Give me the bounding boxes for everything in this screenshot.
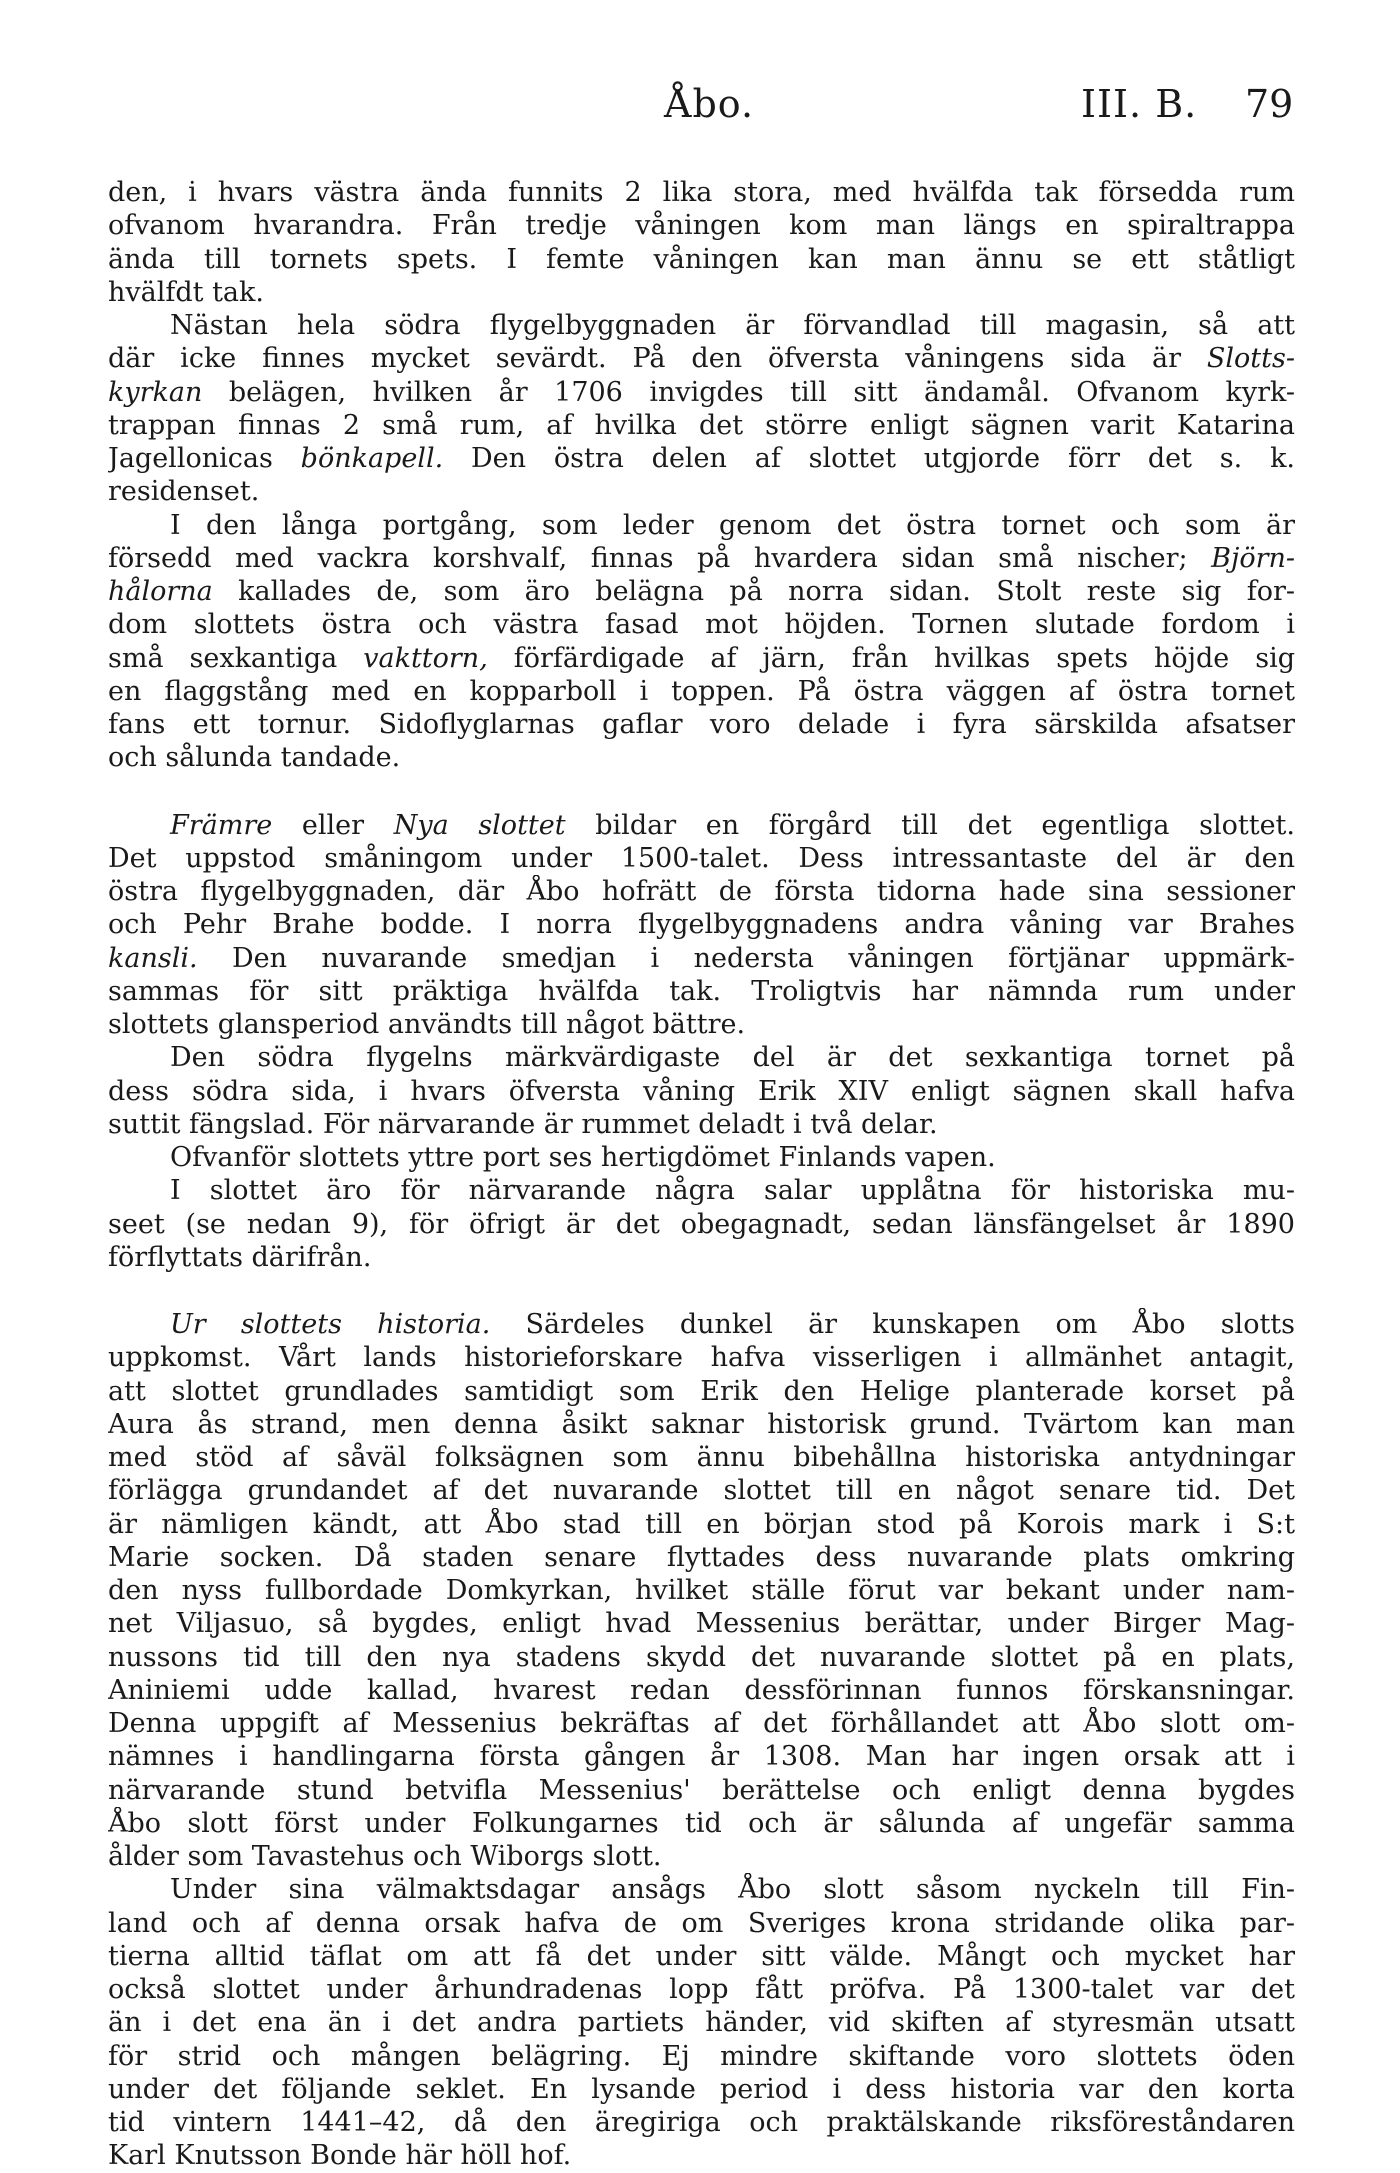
text-run: net Viljasuo, så bygdes, enligt hvad Messenius berättar, under Birger Mag- — [108, 1608, 1295, 1640]
text-line — [108, 1807, 1295, 1840]
text-line — [108, 1408, 1295, 1441]
italic-term: hålorna — [108, 576, 213, 607]
text-line — [108, 1308, 1295, 1341]
text-run: tierna alltid täflat om att få det under sitt välde. Mångt och mycket har — [108, 1940, 1295, 1972]
text-run: ålder som Tavastehus och Wiborgs slott. — [108, 1841, 662, 1872]
text-run: Denna uppgift af Messenius bekräftas af det förhållandet att Åbo slott om- — [108, 1708, 1295, 1739]
text-line — [108, 1075, 1295, 1108]
text-run: I slottet äro för närvarande några salar upplåtna för historiska mu- — [170, 1175, 1295, 1207]
italic-term: bönkapell. — [300, 443, 444, 474]
text-line — [108, 1541, 1295, 1574]
text-run: Åbo slott först under Folkungarnes tid och är sålunda af ungefär samma — [108, 1807, 1295, 1839]
text-line — [108, 1008, 1295, 1041]
text-run: land och af denna orsak hafva de om Sveriges krona stridande olika par- — [108, 1907, 1295, 1939]
paragraph — [108, 1141, 1295, 1174]
text-run: och sålunda tandade. — [108, 742, 401, 774]
paragraph — [108, 176, 1295, 309]
text-line — [108, 309, 1295, 342]
text-run: kallades de, som äro belägna på norra sidan. Stolt reste sig for- — [212, 576, 1295, 607]
text-run: ofvanom hvarandra. Från tredje våningen kom man längs en spiraltrappa — [108, 210, 1295, 242]
text-line — [108, 276, 1295, 309]
italic-term: Främre — [170, 809, 273, 841]
text-run: uppkomst. Vårt lands historieforskare hafva visserligen i allmänhet antagit, — [108, 1342, 1295, 1374]
text-run: Marie socken. Då staden senare flyttades dess nuvarande plats omkring — [108, 1541, 1295, 1573]
text-line — [108, 475, 1295, 508]
text-line — [108, 575, 1295, 608]
text-line — [108, 908, 1295, 941]
text-line — [108, 2106, 1295, 2139]
text-line — [108, 675, 1295, 708]
text-line — [108, 1108, 1295, 1141]
text-run: dess södra sida, i hvars öfversta våning Erik XIV enligt sägnen skall hafva — [108, 1075, 1295, 1107]
text-run: nämnes i handlingarna första gången år 1308. Man har ingen orsak att i — [108, 1741, 1295, 1773]
body-text — [108, 176, 1295, 2173]
text-run: än i det ena än i det andra partiets händer, vid skiften af styresmän utsatt — [108, 2007, 1295, 2039]
text-run: slottets glansperiod användts till något bättre. — [108, 1009, 746, 1040]
text-line — [108, 409, 1295, 442]
text-line — [108, 2073, 1295, 2106]
text-run: sammas för sitt präktiga hvälfda tak. Troligtvis har nämnda rum under — [108, 975, 1295, 1007]
text-line — [108, 1508, 1295, 1541]
text-run: dom slottets östra och västra fasad mot höjden. Tornen slutade fordom i — [108, 609, 1295, 641]
text-line — [108, 1341, 1295, 1374]
text-run: belägen, hvilken år 1706 invigdes till sitt ändamål. Ofvanom kyrk- — [202, 376, 1295, 408]
text-run: också slottet under århundradenas lopp fått pröfva. På 1300-talet var det — [108, 1974, 1295, 2005]
text-line — [108, 509, 1295, 542]
text-line — [108, 442, 1295, 475]
italic-term: Ur slottets historia. — [170, 1309, 491, 1340]
text-run: Nästan hela södra flygelbyggnaden är förvandlad till magasin, så att — [170, 310, 1295, 341]
text-line — [108, 1574, 1295, 1607]
text-run: förflyttats därifrån. — [108, 1241, 372, 1273]
italic-term: Björn- — [1211, 542, 1295, 574]
text-line — [108, 342, 1295, 375]
text-run: Det uppstod småningom under 1500-talet. Dess intressantaste del är den — [108, 842, 1295, 874]
text-run: nussons tid till den nya stadens skydd det nuvarande slottet på en plats, — [108, 1641, 1295, 1673]
paragraph — [108, 509, 1295, 775]
text-line — [108, 975, 1295, 1008]
text-line — [108, 1041, 1295, 1074]
italic-term: vakttorn, — [363, 642, 488, 674]
text-line — [108, 1474, 1295, 1507]
text-line — [108, 875, 1295, 908]
text-line — [108, 741, 1295, 774]
italic-term: kansli. — [108, 942, 198, 974]
text-line — [108, 243, 1295, 276]
text-line — [108, 2006, 1295, 2039]
text-run: med stöd af såväl folksägnen som ännu bibehållna historiska antydningar — [108, 1442, 1295, 1473]
text-run: för strid och mången belägring. Ej mindre skiftande voro slottets öden — [108, 2040, 1295, 2072]
text-run: förlägga grundandet af det nuvarande slottet till en något senare tid. Det — [108, 1475, 1295, 1507]
text-run: en flaggstång med en kopparboll i toppen. På östra väggen af östra tornet — [108, 675, 1295, 707]
text-line — [108, 209, 1295, 242]
text-run: suttit fängslad. För närvarande är rummet deladt i två delar. — [108, 1108, 938, 1140]
text-line — [108, 1907, 1295, 1940]
text-run: den nyss fullbordade Domkyrkan, hvilket ställe förut var bekant under nam- — [108, 1575, 1295, 1606]
paragraph — [108, 1041, 1295, 1141]
text-line — [108, 708, 1295, 741]
paragraph — [108, 1308, 1295, 1873]
text-line — [108, 1208, 1295, 1241]
text-run: fans ett tornur. Sidoflyglarnas gaflar voro delade i fyra särskilda afsatser — [108, 709, 1295, 740]
text-line — [108, 2139, 1295, 2172]
text-run: hvälfdt tak. — [108, 276, 264, 308]
text-line — [108, 1641, 1295, 1674]
text-line — [108, 1840, 1295, 1873]
text-line — [108, 1707, 1295, 1740]
text-line — [108, 1241, 1295, 1274]
text-run: under det följande seklet. En lysande period i dess historia var den korta — [108, 2073, 1295, 2105]
text-line — [108, 1940, 1295, 1973]
text-run: östra flygelbyggnaden, där Åbo hofrätt de första tidorna hade sina sessioner — [108, 876, 1295, 907]
text-line — [108, 842, 1295, 875]
text-line — [108, 1141, 1295, 1174]
text-run: där icke finnes mycket sevärdt. På den öfversta våningens sida är — [108, 343, 1207, 375]
text-line — [108, 1740, 1295, 1773]
text-line — [108, 942, 1295, 975]
text-run: eller — [272, 809, 394, 841]
text-run: bildar en förgård till det egentliga slottet. — [565, 809, 1295, 841]
section-marker: III. B. — [1081, 82, 1198, 126]
text-line — [108, 1973, 1295, 2006]
text-line — [108, 1674, 1295, 1707]
italic-term: Nya slottet — [393, 809, 566, 841]
text-line — [108, 376, 1295, 409]
text-run: försedd med vackra korshvalf, finnas på hvardera sidan små nischer; — [108, 542, 1212, 574]
text-run: Särdeles dunkel är kunskapen om Åbo slotts — [490, 1309, 1295, 1340]
text-run: Karl Knutsson Bonde här höll hof. — [108, 2140, 572, 2172]
text-run: den, i hvars västra ända funnits 2 lika stora, med hvälfda tak försedda rum — [108, 177, 1295, 208]
page-number: 79 — [1245, 82, 1294, 126]
text-line — [108, 608, 1295, 641]
paragraph-gap — [108, 1274, 1295, 1308]
text-line — [108, 176, 1295, 209]
text-run: ända till tornets spets. I femte våningen kan man ännu se ett ståtligt — [108, 243, 1295, 275]
text-run: trappan finnas 2 små rum, af hvilka det större enligt sägnen varit Katarina — [108, 409, 1295, 441]
italic-term: kyrkan — [108, 376, 203, 408]
text-run: Den nuvarande smedjan i nedersta våningen förtjänar uppmärk- — [197, 942, 1295, 974]
paragraph — [108, 1873, 1295, 2172]
text-line — [108, 1441, 1295, 1474]
text-run: Aniniemi udde kallad, hvarest redan dessförinnan funnos förskansningar. — [108, 1674, 1295, 1706]
paragraph — [108, 1174, 1295, 1274]
text-run: Den östra delen af slottet utgjorde förr det s. k. — [443, 443, 1295, 474]
text-run: Aura ås strand, men denna åsikt saknar historisk grund. Tvärtom kan man — [108, 1408, 1295, 1440]
text-line — [108, 1174, 1295, 1207]
running-header — [0, 82, 1400, 142]
text-line — [108, 1774, 1295, 1807]
italic-term: Slotts- — [1206, 343, 1295, 375]
paragraph — [108, 809, 1295, 1042]
text-run: förfärdigade af järn, från hvilkas spets höjde sig — [487, 642, 1295, 674]
text-run: närvarande stund betvifla Messenius' berättelse och enligt denna bygdes — [108, 1774, 1295, 1806]
text-line — [108, 1375, 1295, 1408]
text-run: tid vintern 1441–42, då den äregiriga och praktälskande riksföreståndaren — [108, 2107, 1295, 2138]
text-run: små sexkantiga — [108, 642, 364, 674]
text-line — [108, 542, 1295, 575]
text-line — [108, 1873, 1295, 1906]
text-run: är nämligen kändt, att Åbo stad till en början stod på Korois mark i S:t — [108, 1508, 1295, 1540]
text-run: Under sina välmaktsdagar ansågs Åbo slott såsom nyckeln till Fin- — [170, 1874, 1295, 1906]
text-run: att slottet grundlades samtidigt som Erik den Helige planterade korset på — [108, 1375, 1295, 1407]
text-line — [108, 809, 1295, 842]
text-line — [108, 642, 1295, 675]
text-run: Ofvanför slottets yttre port ses hertigdömet Finlands vapen. — [170, 1142, 996, 1173]
text-run: Den södra flygelns märkvärdigaste del är det sexkantiga tornet på — [170, 1042, 1295, 1074]
paragraph-gap — [108, 775, 1295, 809]
text-run: I den långa portgång, som leder genom det östra tornet och som är — [170, 509, 1295, 541]
text-run: och Pehr Brahe bodde. I norra flygelbyggnadens andra våning var Brahes — [108, 909, 1295, 941]
paragraph — [108, 309, 1295, 509]
text-run: seet (se nedan 9), för öfrigt är det obegagnadt, sedan länsfängelset år 1890 — [108, 1208, 1295, 1240]
running-title: Åbo. — [664, 82, 755, 126]
text-line — [108, 1607, 1295, 1640]
text-run: Jagellonicas — [108, 443, 301, 474]
text-run: residenset. — [108, 476, 260, 508]
text-line — [108, 2040, 1295, 2073]
